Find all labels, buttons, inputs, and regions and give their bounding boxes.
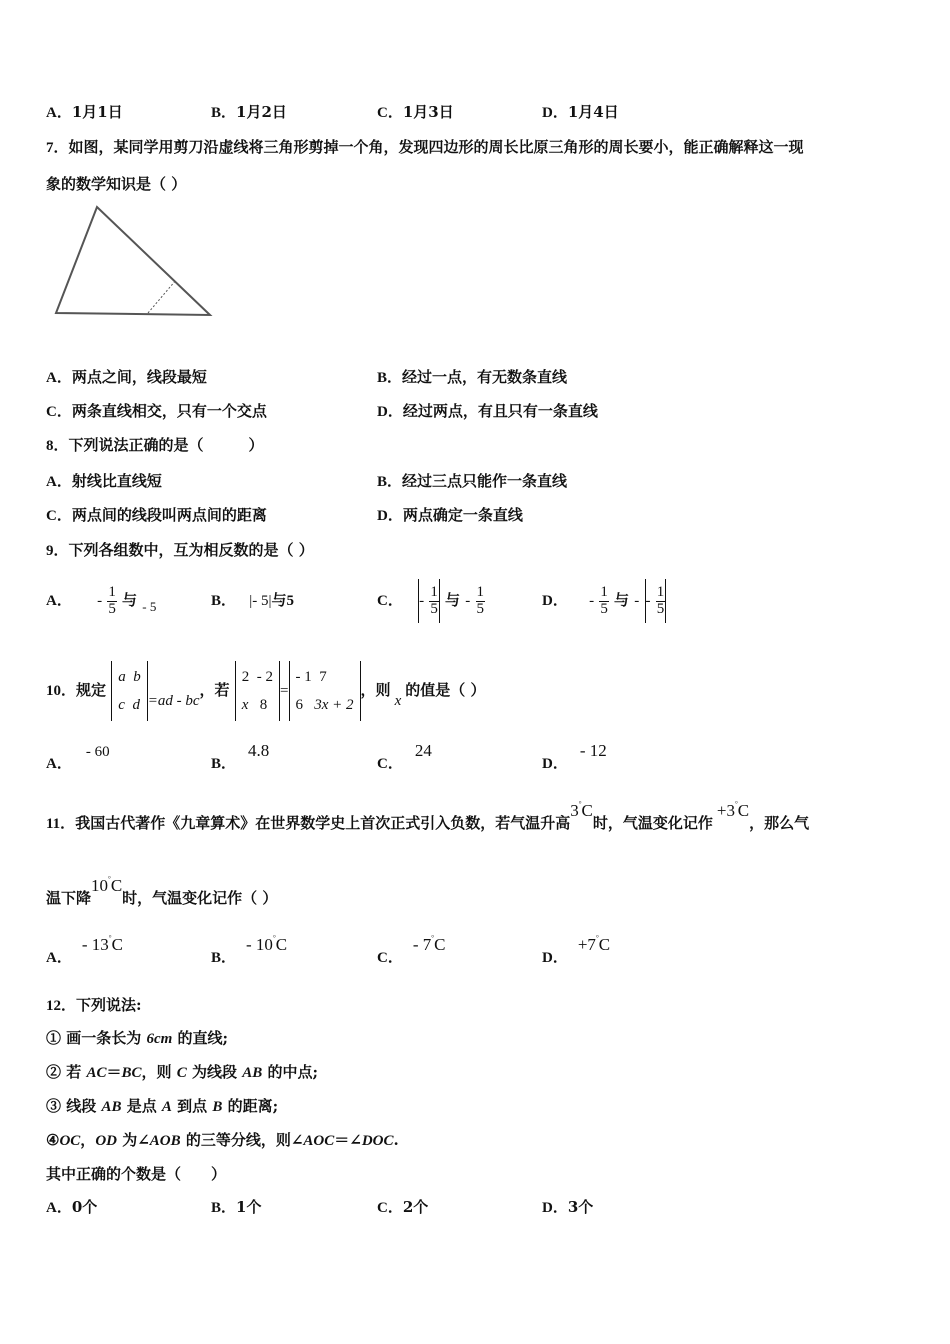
q6-option-b: B．1月2日 <box>211 103 287 121</box>
q8-option-a: A．射线比直线短 <box>46 472 162 490</box>
q11-option-a: A．- 13°C <box>46 934 123 966</box>
q9-stem: 9．下列各组数中，互为相反数的是（ ） <box>46 541 314 559</box>
fraction-one-fifth: $\frac{1}{5}$ <box>430 583 438 617</box>
q7-option-a: A．两点之间，线段最短 <box>46 368 207 386</box>
triangle-figure <box>50 200 220 320</box>
determinant-definition: a b c d <box>111 661 148 721</box>
q12-statement-2: ② 若 AC＝BC，则 C 为线段 AB 的中点; <box>46 1063 318 1081</box>
q9-option-a: A． - $\frac{1}{5}$ 与 - 5 <box>46 583 157 617</box>
q12-question: 其中正确的个数是（ ） <box>46 1165 227 1183</box>
q8-stem: 8．下列说法正确的是（ ） <box>46 436 264 454</box>
q8-option-b: B．经过三点只能作一条直线 <box>377 472 568 490</box>
q7-stem-line2: 象的数学知识是（ ） <box>46 175 187 193</box>
q12-statement-4: ④OC，OD 为∠AOB 的三等分线，则∠AOC＝∠DOC. <box>46 1131 399 1149</box>
q7-option-d: D．经过两点，有且只有一条直线 <box>377 402 598 420</box>
q12-option-b: B．1个 <box>211 1198 262 1216</box>
q11-stem-line2: 温下降10°C时，气温变化记作（ ） <box>46 875 278 907</box>
cut-dashed-line <box>148 280 176 313</box>
determinant-right: - 1 7 6 3x + 2 <box>289 661 361 721</box>
q10-option-d: D．- 12 <box>542 741 607 772</box>
determinant-left: 2 - 2 x 8 <box>235 661 280 721</box>
q12-option-d: D．3个 <box>542 1198 594 1216</box>
q8-option-d: D．两点确定一条直线 <box>377 506 523 524</box>
fraction-one-fifth: $\frac{1}{5}$ <box>656 583 665 617</box>
q10-option-b: B．4.8 <box>211 741 270 772</box>
q11-option-b: B．- 10°C <box>211 934 288 966</box>
q12-statement-1: ① 画一条长为 6cm 的直线; <box>46 1029 229 1047</box>
q6-option-a: A．1月1日 <box>46 103 123 121</box>
q11-option-c: C．- 7°C <box>377 934 446 966</box>
q10-option-c: C．24 <box>377 741 432 772</box>
q10-stem: 10．规定 a b c d =ad - bc，若 2 - 2 x 8 = - 1 7 6 3x + 2 ，则x的值是（ ） <box>46 652 485 728</box>
q12-statement-3: ③ 线段 AB 是点 A 到点 B 的距离; <box>46 1097 279 1115</box>
fraction-one-fifth: $\frac{1}{5}$ <box>476 583 485 617</box>
q6-option-d: D．1月4日 <box>542 103 619 121</box>
q7-stem-line1: 7．如图，某同学用剪刀沿虚线将三角形剪掉一个角，发现四边形的周长比原三角形的周长要小，能正确解释这一现 <box>46 138 804 156</box>
q6-option-c: C．1月3日 <box>377 103 454 121</box>
q9-option-c: C． - $\frac{1}{5}$ 与 - $\frac{1}{5}$ <box>377 575 485 625</box>
triangle-outline <box>56 207 210 315</box>
q11-stem-line1: 11．我国古代著作《九章算术》在世界数学史上首次正式引入负数，若气温升高3°C时，气温变化记作+3°C，那么气 <box>46 800 810 832</box>
q11-option-d: D．+7°C <box>542 934 611 966</box>
q7-option-c: C．两条直线相交，只有一个交点 <box>46 402 267 420</box>
q10-option-a: A．- 60 <box>46 744 110 772</box>
fraction-one-fifth: $\frac{1}{5}$ <box>108 583 116 617</box>
q9-option-d: D． - $\frac{1}{5}$ 与 - - $\frac{1}{5}$ <box>542 575 666 625</box>
q12-stem: 12．下列说法: <box>46 996 142 1014</box>
q9-option-b: B． |- 5|与5 <box>211 591 295 609</box>
q7-option-b: B．经过一点，有无数条直线 <box>377 368 568 386</box>
fraction-one-fifth: $\frac{1}{5}$ <box>600 583 608 617</box>
q8-option-c: C．两点间的线段叫两点间的距离 <box>46 506 267 524</box>
q12-option-a: A．0个 <box>46 1198 98 1216</box>
q12-option-c: C．2个 <box>377 1198 429 1216</box>
